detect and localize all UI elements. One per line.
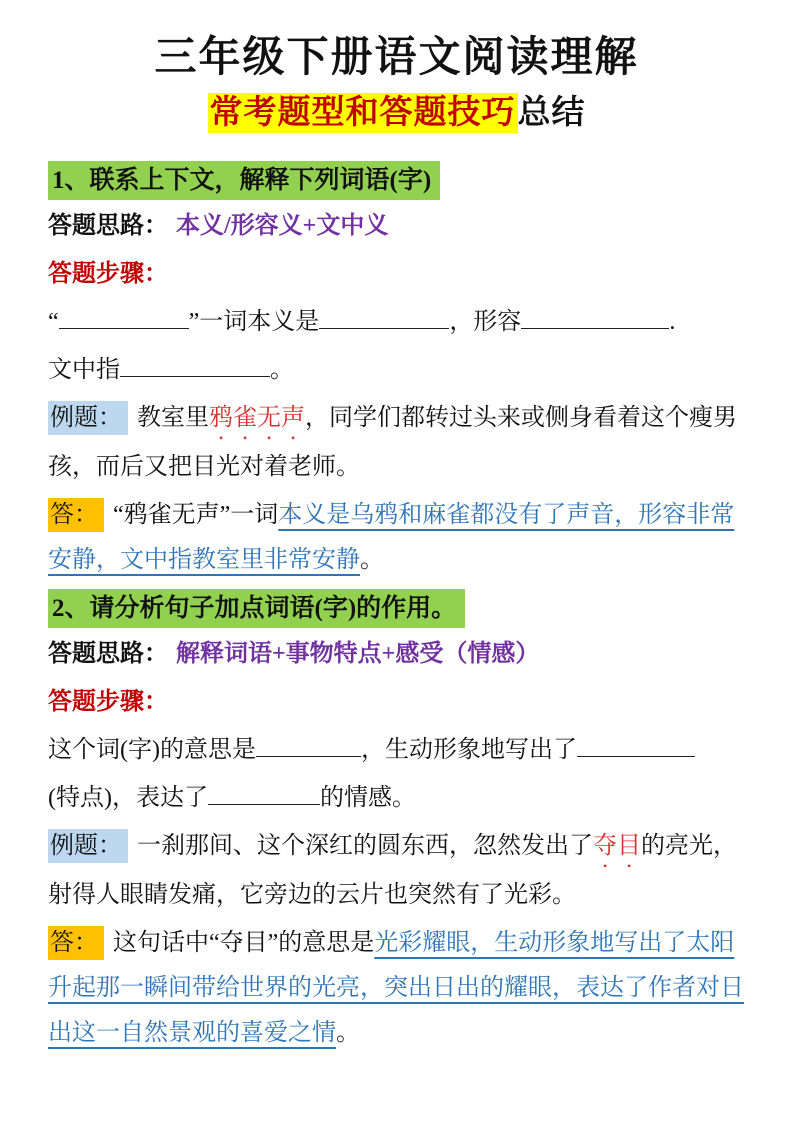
section-2-template-line-2 (48, 776, 745, 821)
blank-line (521, 304, 669, 329)
example-text: 一刹那间、这个深红的圆东西，忽然发出了 (137, 833, 593, 860)
section-2-answer (48, 921, 745, 1056)
section-2-heading: 2、请分析句子加点词语(字)的作用。 (48, 589, 465, 628)
blank-line (256, 732, 361, 757)
section-2-idea-line (48, 632, 745, 677)
answer-text: 这句话中“夺目”的意思是 (113, 930, 375, 957)
section-1-idea-line (48, 204, 745, 249)
emphasized-word: 夺目 (593, 833, 641, 860)
template-text: 文中指 (48, 357, 120, 384)
section-1-steps-line (48, 252, 745, 297)
section-1-example (48, 396, 745, 490)
example-label: 例题： (48, 401, 128, 435)
template-text: ，生动形象地写出了 (360, 737, 577, 764)
template-text: . (669, 309, 676, 336)
answer-text: 。 (336, 1020, 360, 1047)
blank-line (59, 304, 189, 329)
steps-label: 答题步骤： (48, 689, 168, 716)
blank-line (319, 304, 449, 329)
example-label: 例题： (48, 829, 128, 863)
blank-line (208, 780, 320, 805)
template-text: ”一词本义是 (188, 309, 320, 336)
template-text: (特点)，表达了 (48, 785, 208, 812)
subtitle-highlighted-text: 常考题型和答题技巧 (209, 94, 516, 131)
section-1 (48, 161, 745, 583)
answer-label: 答： (48, 498, 104, 532)
answer-text: “鸦雀无声”一词 (113, 502, 279, 529)
example-text: 教室里 (137, 405, 209, 432)
idea-label: 答题思路： (48, 641, 168, 668)
subtitle-rest-text: 总结 (517, 94, 586, 131)
section-1-answer (48, 493, 745, 583)
example-text: ，同学们都转过头来或侧身看着这个瘦男孩，而后又把目光对着老师。 (48, 405, 737, 481)
idea-value: 解释词语+事物特点+感受（情感） (176, 641, 540, 668)
idea-value: 本义/形容义+文中义 (176, 213, 389, 240)
answer-underlined-text: 本义是乌鸦和麻雀都没有了声音，形容非常安静，文中指教室里非常安静 (48, 502, 735, 574)
section-2-template-line-1 (48, 728, 745, 773)
example-text: 的亮光，射得人眼睛发痛，它旁边的云片也突然有了光彩。 (48, 833, 737, 909)
answer-label: 答： (48, 926, 104, 960)
section-1-template-line-2 (48, 348, 745, 393)
section-2-heading-row (48, 589, 745, 628)
answer-text: 。 (360, 547, 384, 574)
section-1-heading-row (48, 161, 745, 200)
answer-underlined-text: 光彩耀眼，生动形象地写出了太阳升起那一瞬间带给世界的光亮，突出日出的耀眼，表达了作者对日出这一自然景观的喜爱之情 (48, 930, 744, 1047)
steps-label: 答题步骤： (48, 261, 168, 288)
section-1-heading: 1、联系上下文，解释下列词语(字) (48, 161, 440, 200)
quote-open: “ (48, 309, 59, 336)
template-text: 这个词(字)的意思是 (48, 737, 256, 764)
blank-line (577, 732, 695, 757)
section-2 (48, 589, 745, 1056)
template-text: ，形容 (449, 309, 522, 336)
emphasized-word: 鸦雀无声 (209, 405, 305, 432)
section-2-example (48, 824, 745, 918)
section-1-template-line-1 (48, 300, 745, 345)
template-text: 的情感。 (319, 785, 416, 812)
blank-line (120, 352, 270, 377)
page-subtitle (48, 91, 745, 136)
page-title: 三年级下册语文阅读理解 (154, 35, 639, 81)
section-2-steps-line (48, 680, 745, 725)
idea-label: 答题思路： (48, 213, 168, 240)
template-text: 。 (270, 357, 294, 384)
